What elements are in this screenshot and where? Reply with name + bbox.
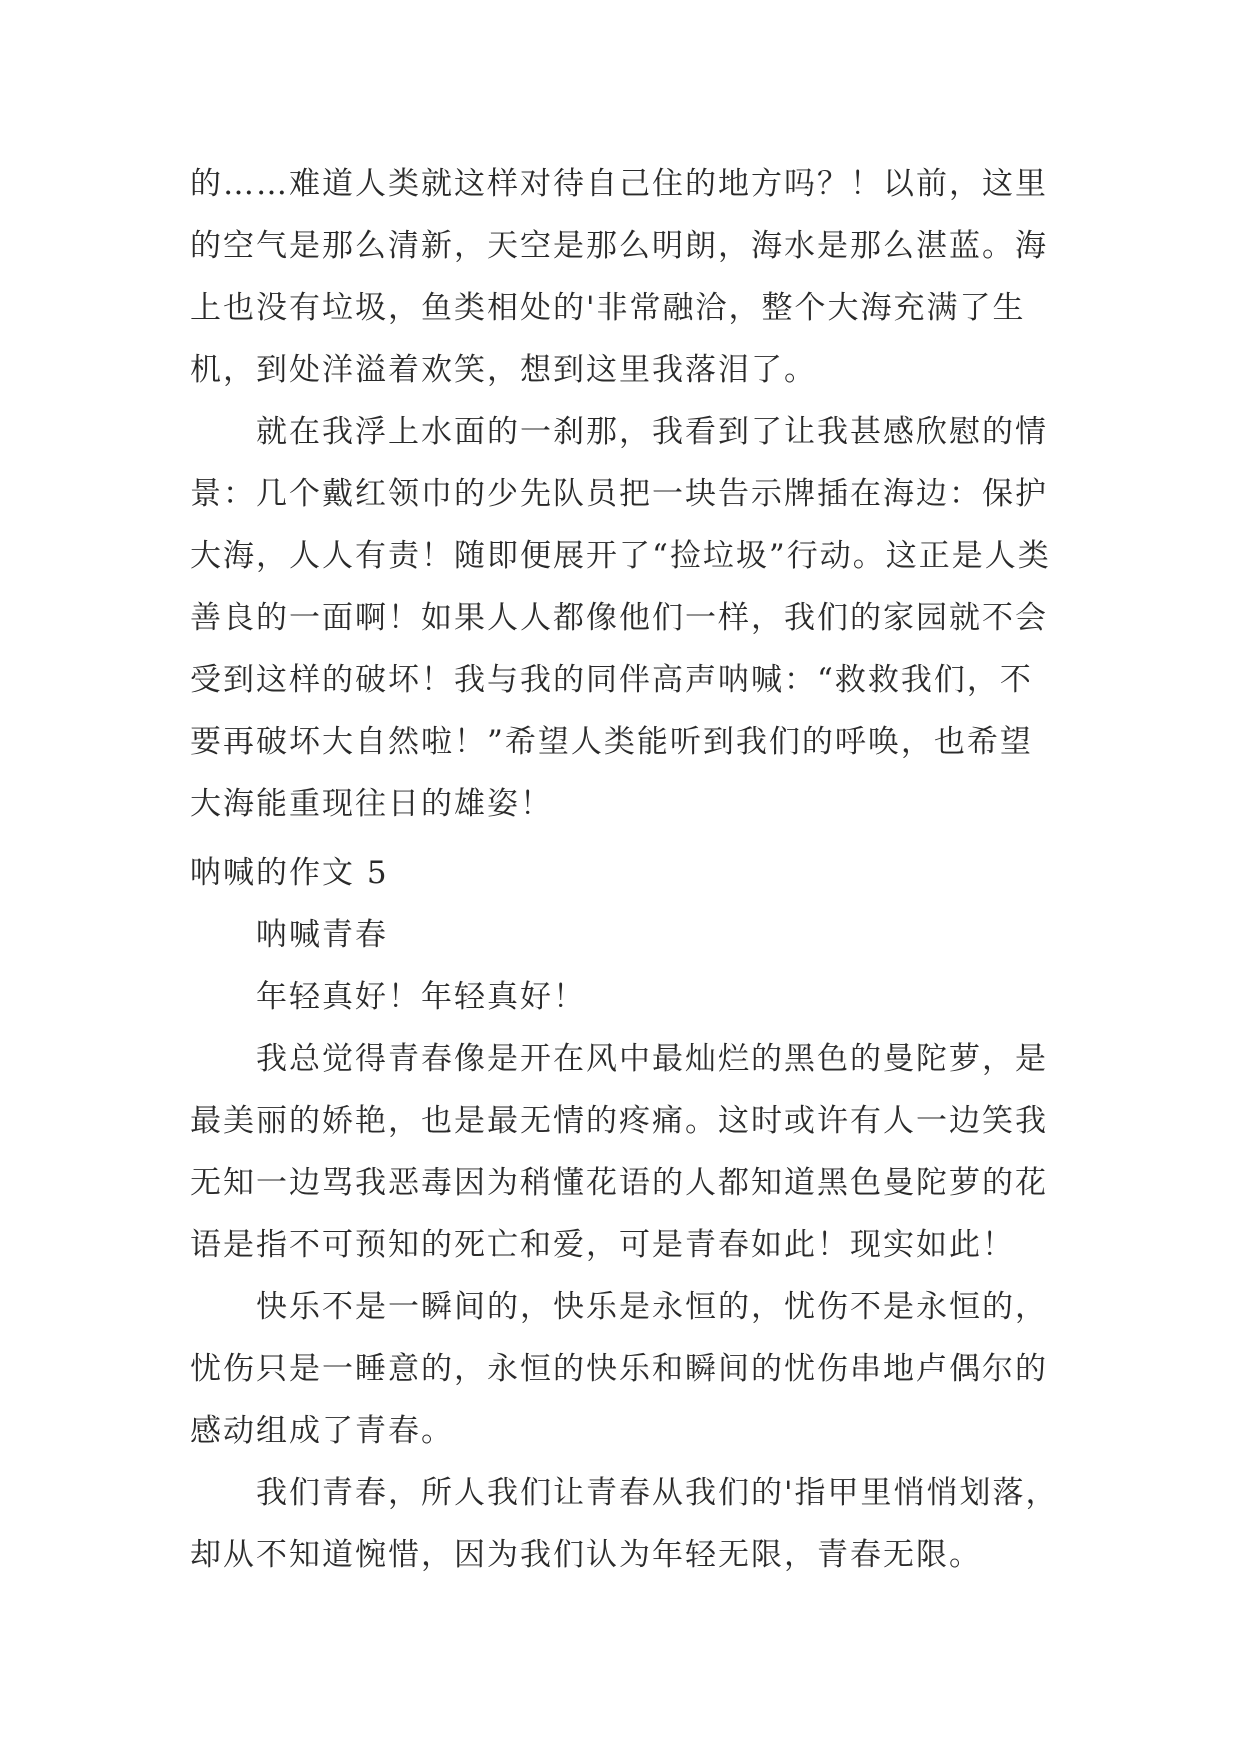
essay-exclamation: 年轻真好！年轻真好！ xyxy=(256,979,586,1015)
essay-continuation xyxy=(190,153,1060,835)
paragraph-ocean-memory: 的……难道人类就这样对待自己住的地方吗？！以前，这里的空气是那么清新，天空是那么明朗，海水是那么湛蓝。海上也没有垃圾，鱼类相处的'非常融洽，整个大海充满了生机，到处洋溢着欢笑，想到这里我落泪了。 xyxy=(190,166,1048,388)
paragraph-datura: 我总觉得青春像是开在风中最灿烂的黑色的曼陀萝，是最美丽的娇艳，也是最无情的疼痛。这时或许有人一边笑我无知一边骂我恶毒因为稍懂花语的人都知道黑色曼陀萝的花语是指不可预知的死亡和爱，可是青春如此！现实如此！ xyxy=(190,1041,1048,1263)
paragraph-youth: 我们青春，所人我们让青春从我们的'指甲里悄悄划落，却从不知道惋惜，因为我们认为年轻无限，青春无限。 xyxy=(190,1475,1059,1573)
paragraph-happiness: 快乐不是一瞬间的，快乐是永恒的，忧伤不是永恒的，忧伤只是一睡意的，永恒的快乐和瞬间的忧伤串地卢偶尔的感动组成了青春。 xyxy=(190,1289,1048,1449)
essay-title: 呐喊青春 xyxy=(256,917,388,953)
essay-5 xyxy=(190,842,1060,1586)
essay-heading: 呐喊的作文 5 xyxy=(190,855,389,891)
paragraph-young-pioneers: 就在我浮上水面的一刹那，我看到了让我甚感欣慰的情景：几个戴红领巾的少先队员把一块告示牌插在海边：保护大海，人人有责！随即便展开了“捡垃圾”行动。这正是人类善良的一面啊！如果人人都像他们一样，我们的家园就不会受到这样的破坏！我与我的同伴高声呐喊：“救救我们，不要再破坏大自然啦！”希望人类能听到我们的呼唤，也希望大海能重现往日的雄姿！ xyxy=(190,414,1051,822)
